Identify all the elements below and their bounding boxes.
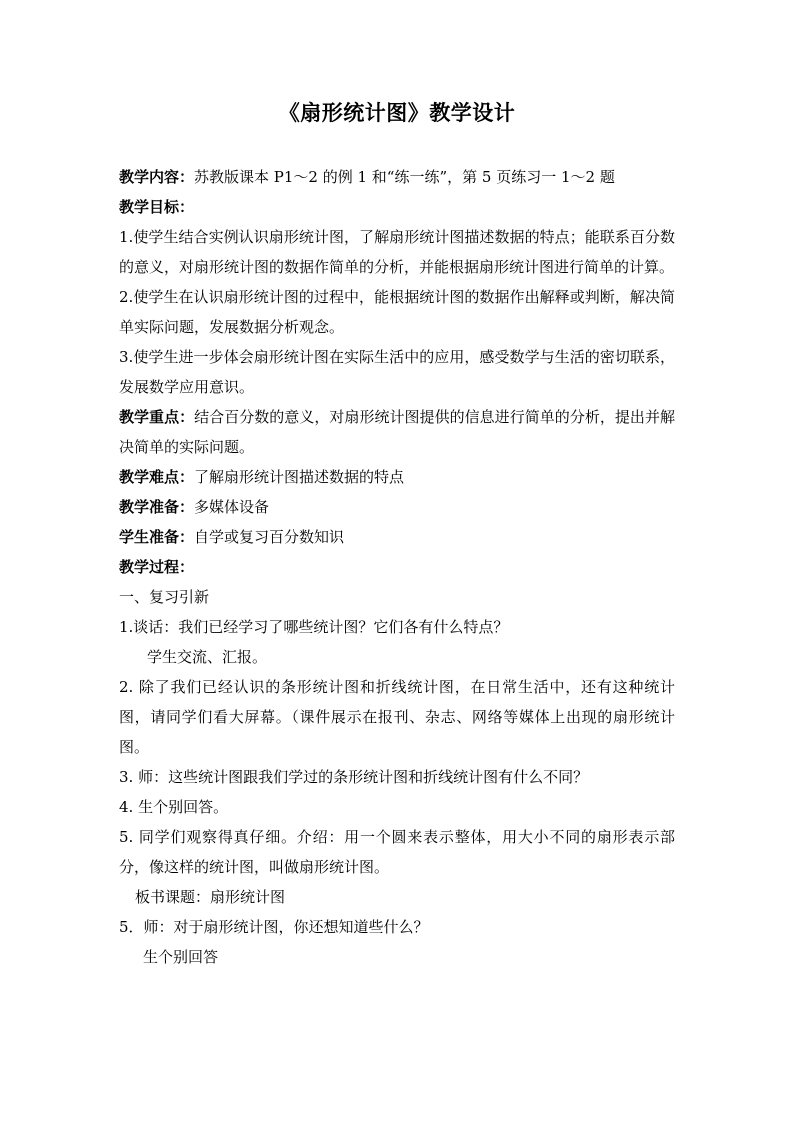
step-6-note: 生个别回答 (143, 948, 219, 966)
key-point-text: 结合百分数的意义，对扇形统计图提供的信息进行简单的分析，提出并解决简单的实际问题。 (119, 408, 675, 456)
preparation-label: 教学准备： (119, 498, 195, 516)
step-1: 1.谈话：我们已经学习了哪些统计图？它们各有什么特点？ (119, 618, 509, 636)
document-title: 《扇形统计图》教学设计 (278, 100, 516, 125)
step-6: 5．师：对于扇形统计图，你还想知道些什么？ (119, 918, 429, 936)
preparation-line (119, 492, 675, 522)
step-5: 5. 同学们观察得真仔细。介绍：用一个圆来表示整体，用大小不同的扇形表示部分，像这样的统计图，叫做扇形统计图。 (119, 828, 675, 876)
process-heading: 教学过程： (119, 558, 195, 576)
difficulty-text: 了解扇形统计图描述数据的特点 (194, 468, 405, 486)
difficulty-line (119, 462, 675, 492)
preparation-text: 多媒体设备 (194, 498, 270, 516)
content-text: 苏教版课本 P1～2 的例 1 和“练一练”，第 5 页练习一 1～2 题 (194, 168, 615, 186)
goal-3: 3.使学生进一步体会扇形统计图在实际生活中的应用，感受数学与生活的密切联系，发展数学应用意识。 (119, 348, 675, 396)
step-3: 3. 师：这些统计图跟我们学过的条形统计图和折线统计图有什么不同？ (119, 768, 589, 786)
goal-2: 2.使学生在认识扇形统计图的过程中，能根据统计图的数据作出解释或判断，解决简单实际问题，发展数据分析观念。 (119, 288, 675, 336)
step-1-note: 学生交流、汇报。 (147, 648, 268, 666)
student-preparation-label: 学生准备： (119, 528, 195, 546)
document-body (119, 162, 675, 972)
goals-heading: 教学目标： (119, 198, 195, 216)
step-4: 4. 生个别回答。 (119, 798, 229, 816)
content-line (119, 162, 675, 192)
content-label: 教学内容： (119, 168, 195, 186)
difficulty-label: 教学难点： (119, 468, 195, 486)
key-point-label: 教学重点： (119, 408, 195, 426)
step-2: 2. 除了我们已经认识的条形统计图和折线统计图，在日常生活中，还有这种统计图，请同学们看大屏幕。（课件展示在报刊、杂志、网络等媒体上出现的扇形统计图。 (119, 678, 675, 756)
section-heading: 一、复习引新 (119, 588, 210, 606)
student-preparation-line (119, 522, 675, 552)
key-point-line (119, 402, 675, 462)
goal-1: 1.使学生结合实例认识扇形统计图，了解扇形统计图描述数据的特点；能联系百分数的意义，对扇形统计图的数据作简单的分析，并能根据扇形统计图进行简单的计算。 (119, 228, 675, 276)
student-preparation-text: 自学或复习百分数知识 (194, 528, 345, 546)
board-title: 板书课题：扇形统计图 (135, 888, 286, 906)
